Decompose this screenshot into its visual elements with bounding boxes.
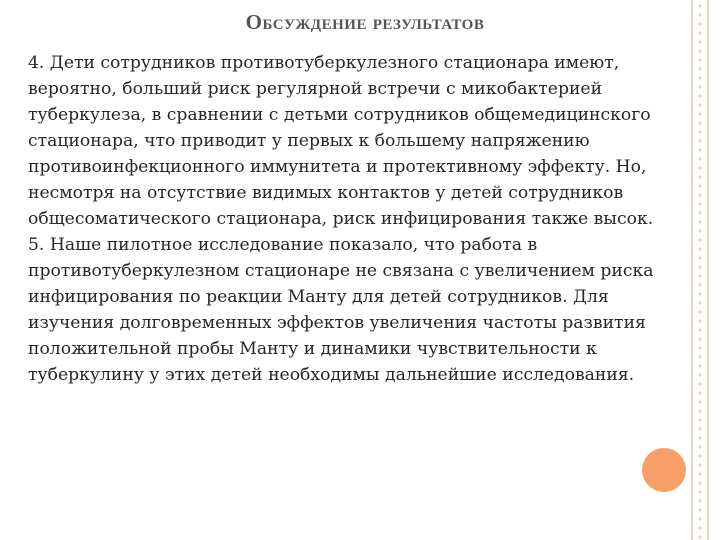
- border-dot: [698, 85, 701, 88]
- border-dot: [698, 40, 701, 43]
- border-dot: [698, 166, 701, 169]
- border-dot: [698, 301, 701, 304]
- border-dot: [698, 247, 701, 250]
- border-dot: [698, 220, 701, 223]
- border-dot: [698, 454, 701, 457]
- border-dot: [698, 112, 701, 115]
- border-dot: [698, 184, 701, 187]
- border-dot: [698, 319, 701, 322]
- border-dot: [698, 67, 701, 70]
- border-dot: [698, 310, 701, 313]
- border-dot: [698, 445, 701, 448]
- border-dot: [698, 364, 701, 367]
- border-dot: [698, 355, 701, 358]
- paragraph-5: 5. Наше пилотное исследование показало, что работа в противотуберкулезном стационаре не связана с увеличением риска инфицирования по реакции Манту для детей сотрудников. Для изучения долговременных эффектов увеличения частоты развития положительной пробы Манту и динамики чувствительности к туберкулину у этих детей необходимы дальнейшие исследования.: [28, 235, 654, 385]
- decorative-border: [680, 0, 720, 540]
- border-dot: [698, 391, 701, 394]
- border-dot: [698, 211, 701, 214]
- border-dot: [698, 76, 701, 79]
- border-dot: [698, 202, 701, 205]
- border-dot: [698, 499, 701, 502]
- border-dot: [698, 157, 701, 160]
- border-dot: [698, 139, 701, 142]
- border-dot: [698, 292, 701, 295]
- border-dot: [698, 49, 701, 52]
- border-dot: [698, 517, 701, 520]
- border-dot: [698, 283, 701, 286]
- border-dot: [698, 472, 701, 475]
- border-dot: [698, 481, 701, 484]
- border-dot: [698, 4, 701, 7]
- border-dot: [698, 148, 701, 151]
- border-dot: [698, 238, 701, 241]
- border-dot: [698, 94, 701, 97]
- border-dot: [698, 337, 701, 340]
- border-dot: [698, 463, 701, 466]
- paragraph-4: 4. Дети сотрудников противотуберкулезного стационара имеют, вероятно, больший риск регулярной встречи с микобактерией туберкулеза, в сравнении с детьми сотрудников общемедицинского стационара, что приводит у первых к большему напряжению противоинфекционного иммунитета и протективному эффекту. Но, несмотря на отсутствие видимых контактов у детей сотрудников общесоматического стационара, риск инфицирования также высок.: [28, 53, 654, 229]
- border-dot: [698, 229, 701, 232]
- border-dot: [698, 526, 701, 529]
- border-dot: [698, 382, 701, 385]
- border-dot: [698, 130, 701, 133]
- border-dot: [698, 427, 701, 430]
- decorative-circle: [642, 448, 686, 492]
- border-dot: [698, 328, 701, 331]
- border-dot: [698, 400, 701, 403]
- border-dot: [698, 436, 701, 439]
- border-dot: [698, 58, 701, 61]
- border-dot: [698, 121, 701, 124]
- border-dot: [698, 508, 701, 511]
- border-dot: [698, 256, 701, 259]
- border-dot: [698, 274, 701, 277]
- border-dot: [698, 265, 701, 268]
- border-dot: [698, 535, 701, 538]
- border-dot: [698, 103, 701, 106]
- page-title: Обсуждение результатов: [245, 10, 485, 34]
- border-dot: [698, 346, 701, 349]
- border-dot: [698, 175, 701, 178]
- border-dot: [698, 409, 701, 412]
- border-dot: [698, 490, 701, 493]
- border-dot: [698, 373, 701, 376]
- border-dot: [698, 418, 701, 421]
- border-dot: [698, 193, 701, 196]
- body-text: [28, 50, 673, 388]
